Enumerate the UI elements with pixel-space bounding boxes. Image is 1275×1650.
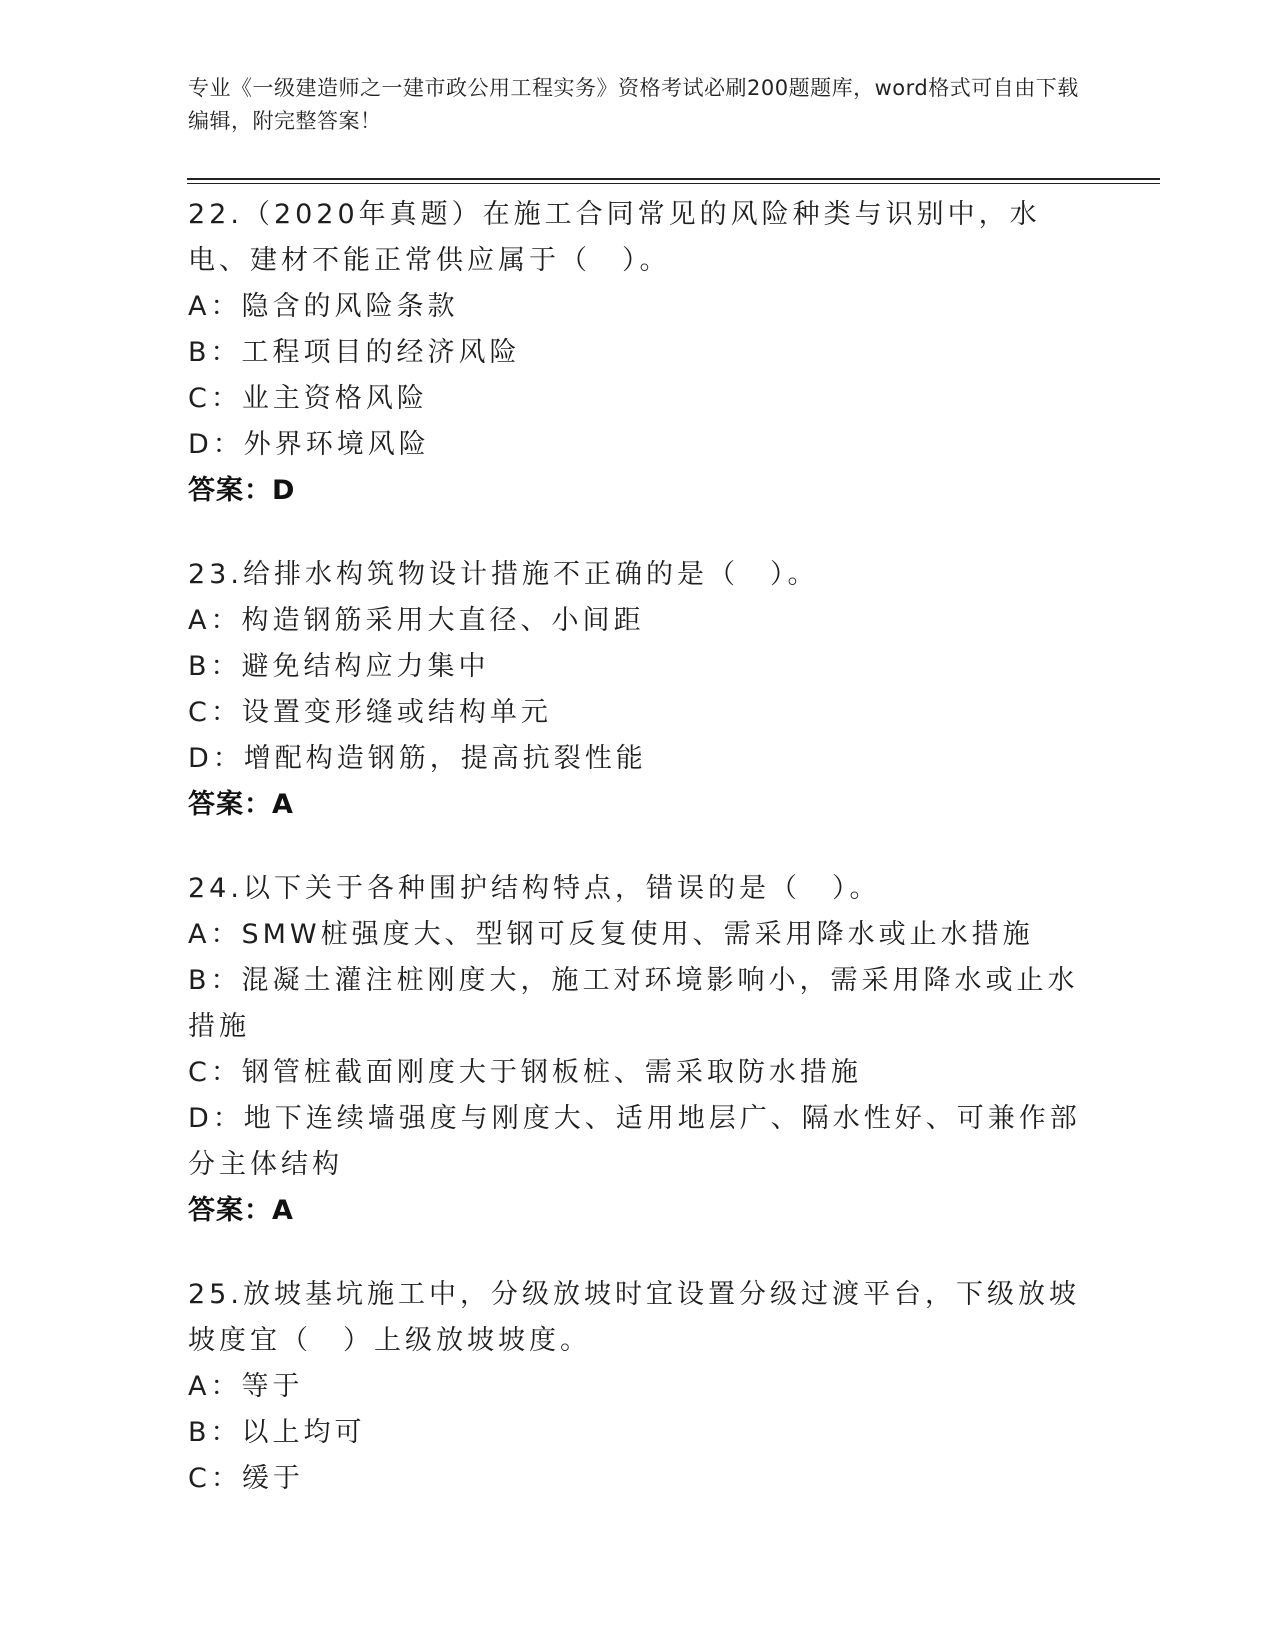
option-c: C：钢管桩截面刚度大于钢板桩、需采取防水措施 <box>188 1057 862 1088</box>
option-a: A：构造钢筋采用大直径、小间距 <box>188 605 645 636</box>
question-list <box>188 192 1088 1540</box>
question-stem: 22.（2020年真题）在施工合同常见的风险种类与识别中，水电、建材不能正常供应属于（ ）。 <box>188 199 1041 276</box>
answer-line: 答案：A <box>188 789 294 820</box>
option-b: B：混凝土灌注桩刚度大，施工对环境影响小，需采用降水或止水措施 <box>188 965 1079 1042</box>
option-d: D：地下连续墙强度与刚度大、适用地层广、隔水性好、可兼作部分主体结构 <box>188 1103 1081 1180</box>
option-d: D：外界环境风险 <box>188 429 430 460</box>
question-24 <box>188 866 1088 1234</box>
question-23 <box>188 552 1088 828</box>
document-header: 专业《一级建造师之一建市政公用工程实务》资格考试必刷200题题库，word格式可自由下载编辑，附完整答案！ <box>188 76 1079 133</box>
question-stem: 24.以下关于各种围护结构特点，错误的是（ ）。 <box>188 873 881 904</box>
option-c: C：设置变形缝或结构单元 <box>188 697 552 728</box>
question-25 <box>188 1272 1088 1502</box>
header-rule-thick <box>187 178 1160 180</box>
answer-line: 答案：D <box>188 475 296 506</box>
question-stem: 23.给排水构筑物设计措施不正确的是（ ）。 <box>188 559 819 590</box>
answer-line: 答案：A <box>188 1195 294 1226</box>
option-a: A：隐含的风险条款 <box>188 291 459 322</box>
option-b: B：以上均可 <box>188 1417 366 1448</box>
question-22 <box>188 192 1088 514</box>
question-stem: 25.放坡基坑施工中，分级放坡时宜设置分级过渡平台，下级放坡坡度宜（ ）上级放坡坡度。 <box>188 1279 1080 1356</box>
option-c: C：业主资格风险 <box>188 383 428 414</box>
header-rule-thin <box>187 183 1160 184</box>
option-b: B：工程项目的经济风险 <box>188 337 521 368</box>
option-a: A：等于 <box>188 1371 304 1402</box>
option-a: A：SMW桩强度大、型钢可反复使用、需采用降水或止水措施 <box>188 919 1034 950</box>
option-d: D：增配构造钢筋，提高抗裂性能 <box>188 743 647 774</box>
option-b: B：避免结构应力集中 <box>188 651 490 682</box>
option-c: C：缓于 <box>188 1463 304 1494</box>
